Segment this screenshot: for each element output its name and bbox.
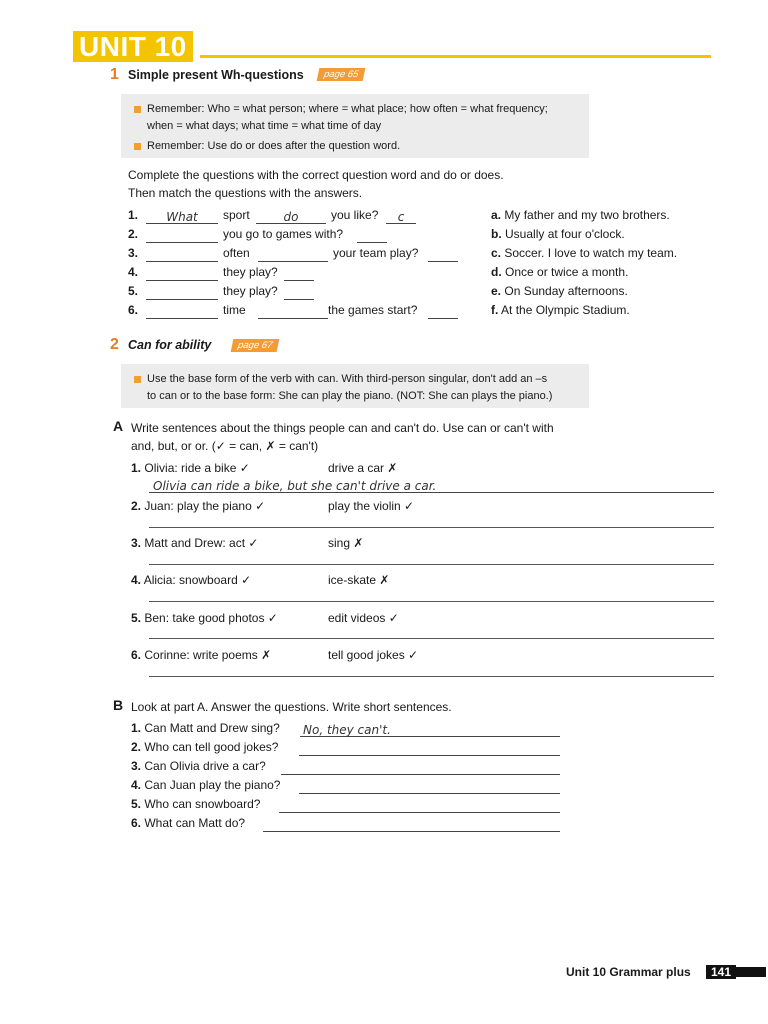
part-a-instruction-2: and, but, or or. (✓ = can, ✗ = can't)	[131, 439, 319, 453]
question-text: the games start?	[328, 303, 418, 317]
answer-item: e. On Sunday afternoons.	[491, 284, 628, 298]
part-b-item: 2. Who can tell good jokes?	[131, 740, 279, 754]
part-a-item: 1. Olivia: ride a bike ✓	[131, 461, 250, 475]
part-a-item-right: sing ✗	[328, 536, 364, 550]
question-blank[interactable]	[146, 265, 218, 281]
section2-note-1b: to can or to the base form: She can play the piano. (NOT: She can plays the piano.)	[147, 390, 553, 402]
question-text: they play?	[223, 284, 278, 298]
question-blank[interactable]: What	[146, 208, 218, 224]
answer-blank[interactable]	[357, 227, 387, 243]
answer-blank[interactable]	[284, 284, 314, 300]
section1-page-tag: page 65	[317, 68, 366, 81]
footer-label: Unit 10 Grammar plus	[566, 965, 691, 979]
question-number: 2.	[128, 227, 139, 241]
question-number: 6.	[128, 303, 139, 317]
section1-title: Simple present Wh-questions	[128, 68, 304, 82]
question-blank[interactable]: do	[256, 208, 326, 224]
question-blank[interactable]	[258, 303, 328, 319]
answer-blank[interactable]	[284, 265, 314, 281]
part-a-item-right: edit videos ✓	[328, 611, 399, 625]
answer-blank[interactable]	[428, 303, 458, 319]
part-a-item: 3. Matt and Drew: act ✓	[131, 536, 259, 550]
question-text: you go to games with?	[223, 227, 344, 241]
answer-item: b. Usually at four o'clock.	[491, 227, 625, 241]
answer-line[interactable]	[299, 778, 560, 794]
question-number: 3.	[128, 246, 139, 260]
part-b-item: 6. What can Matt do?	[131, 816, 246, 830]
question-text: time	[223, 303, 246, 317]
part-b-item: 3. Can Olivia drive a car?	[131, 759, 266, 773]
part-b-item: 1. Can Matt and Drew sing?	[131, 721, 280, 735]
answer-line[interactable]	[263, 816, 560, 832]
question-text: often	[223, 246, 250, 260]
answer-line[interactable]	[149, 676, 714, 677]
question-blank[interactable]	[146, 303, 218, 319]
part-a-item: 6. Corinne: write poems ✗	[131, 648, 272, 662]
part-a-letter: A	[113, 418, 124, 434]
answer-line[interactable]	[149, 527, 714, 528]
part-a-item-right: tell good jokes ✓	[328, 648, 419, 662]
bullet-icon	[134, 376, 141, 383]
section2-title: Can for ability	[128, 338, 212, 352]
unit-rule	[200, 55, 711, 58]
bullet-icon	[134, 106, 141, 113]
section1-instruction-1: Complete the questions with the correct question word and do or does.	[128, 168, 504, 182]
page-number: 141	[706, 965, 736, 979]
answer-blank[interactable]	[428, 246, 458, 262]
section1-note-1: Remember: Who = what person; where = what place; how often = what frequency;	[134, 101, 548, 118]
answer-blank[interactable]: c	[386, 208, 416, 224]
section1-number: 1	[110, 66, 119, 83]
section2-page-tag: page 67	[231, 339, 280, 352]
part-a-item-right: ice-skate ✗	[328, 573, 390, 587]
part-a-item: 2. Juan: play the piano ✓	[131, 499, 266, 513]
question-text: they play?	[223, 265, 278, 279]
part-b-instruction: Look at part A. Answer the questions. Write short sentences.	[131, 700, 452, 714]
answer-line[interactable]	[149, 638, 714, 639]
section1-instruction-2: Then match the questions with the answers.	[128, 186, 363, 200]
answer-line[interactable]	[149, 564, 714, 565]
part-a-item: 4. Alicia: snowboard ✓	[131, 573, 252, 587]
answer-item: a. My father and my two brothers.	[491, 208, 670, 222]
question-blank[interactable]	[146, 246, 218, 262]
part-a-item-right: drive a car ✗	[328, 461, 398, 475]
question-text: you like?	[331, 208, 379, 222]
bullet-icon	[134, 143, 141, 150]
answer-line[interactable]: No, they can't.	[300, 721, 560, 737]
section1-note-1b: when = what days; what time = what time of day	[147, 120, 382, 132]
section2-number: 2	[110, 336, 119, 353]
part-b-item: 5. Who can snowboard?	[131, 797, 261, 811]
answer-line[interactable]	[149, 601, 714, 602]
unit-title: UNIT 10	[73, 31, 193, 62]
part-b-letter: B	[113, 697, 124, 713]
answer-item: d. Once or twice a month.	[491, 265, 629, 279]
answer-line[interactable]: Olivia can ride a bike, but she can't drive a car.	[149, 477, 714, 493]
question-text: sport	[223, 208, 250, 222]
question-number: 4.	[128, 265, 139, 279]
part-a-item-right: play the violin ✓	[328, 499, 415, 513]
question-blank[interactable]	[258, 246, 328, 262]
answer-item: c. Soccer. I love to watch my team.	[491, 246, 678, 260]
section2-note-1: Use the base form of the verb with can. With third-person singular, don't add an –s	[134, 371, 547, 388]
footer-bar	[736, 967, 766, 977]
question-number: 1.	[128, 208, 139, 222]
answer-line[interactable]	[279, 797, 560, 813]
answer-item: f. At the Olympic Stadium.	[491, 303, 630, 317]
answer-line[interactable]	[299, 740, 560, 756]
question-blank[interactable]	[146, 284, 218, 300]
answer-line[interactable]	[281, 759, 560, 775]
part-a-item: 5. Ben: take good photos ✓	[131, 611, 278, 625]
part-a-instruction-1: Write sentences about the things people can and can't do. Use can or can't with	[131, 421, 554, 435]
question-blank[interactable]	[146, 227, 218, 243]
question-number: 5.	[128, 284, 139, 298]
question-text: your team play?	[333, 246, 419, 260]
part-b-item: 4. Can Juan play the piano?	[131, 778, 281, 792]
section1-note-2: Remember: Use do or does after the question word.	[134, 138, 400, 155]
